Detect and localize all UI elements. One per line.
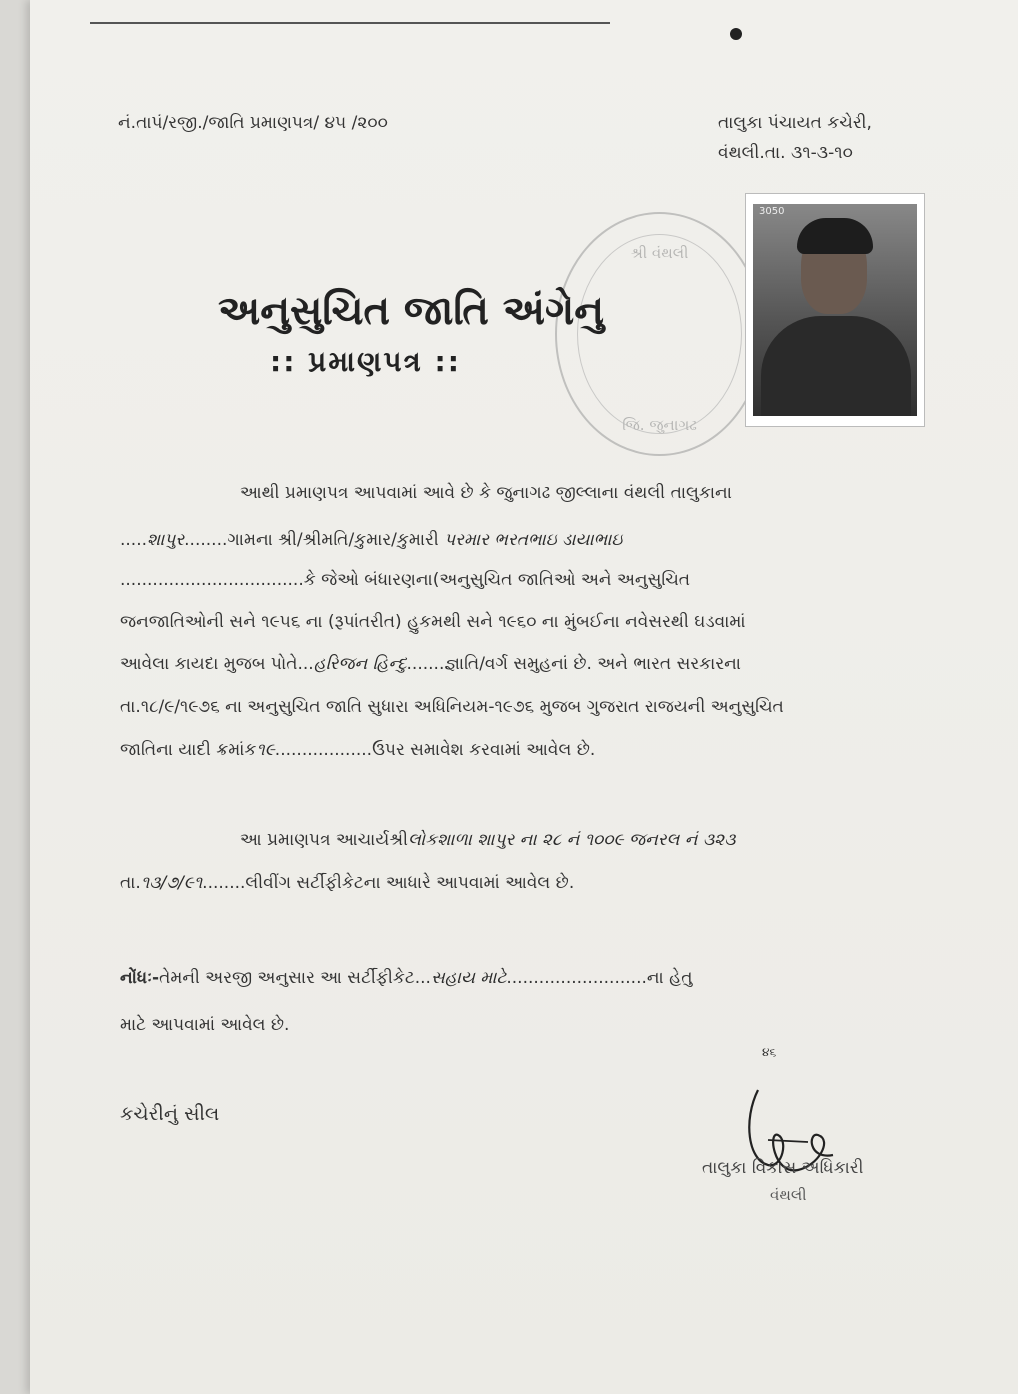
para2b-suffix: ........લીવીંગ સર્ટીફીકેટના આધારે આપવામાં આવેલ છે.	[202, 873, 575, 893]
photo-shoulders	[761, 316, 911, 416]
line7-prefix: જાતિના યાદી ક્રમાંક	[120, 740, 257, 760]
certificate-subtitle: :: પ્રમાણપત્ર ::	[270, 345, 461, 378]
village-handwritten: શાપુર	[147, 530, 185, 550]
body-line-2	[120, 530, 622, 550]
serial-handwritten: ૧૯	[256, 740, 275, 760]
photo-hair	[797, 218, 873, 254]
ink-dot	[730, 28, 742, 40]
note-suffix: ..........................ના હેતુ	[506, 968, 693, 988]
caste-handwritten: હરિજન હિન્દુ	[313, 654, 407, 674]
note-label: નોંધઃ-	[120, 968, 160, 988]
certificate-title: અનુસુચિત જાતિ અંગેનુ	[218, 288, 605, 334]
applicant-name-handwritten: પરમાર ભરતભાઇ ડાયાભાઇ	[444, 530, 623, 550]
note-text: તેમની અરજી અનુસાર આ સર્ટીફીકેટ...	[159, 968, 431, 988]
dots: .....	[120, 530, 148, 550]
office-stamp	[555, 212, 764, 456]
small-mark: ૪૬	[762, 1045, 777, 1059]
photo-frame	[745, 193, 925, 427]
para2-line-1	[240, 830, 735, 850]
certificate-page	[30, 0, 1018, 1394]
line5-prefix: આવેલા કાયદા મુજબ પોતે...	[120, 654, 314, 674]
signatory-title: તાલુકા વિકાસ અધિકારી	[702, 1158, 864, 1178]
body-line-4: જનજાતિઓની સને ૧૯૫૬ ના (રૂપાંતરીત) હુકમથી સને ૧૯૬૦ ના મુંબઈના નવેસરથી ઘડવામાં	[120, 612, 746, 632]
top-rule	[90, 22, 610, 24]
body-line-3: ..................................કે જેઓ બંધારણના(અનુસુચિત જાતિઓ અને અનુસુચિત	[120, 570, 691, 590]
note-line-1	[120, 968, 692, 988]
para2-line-2	[120, 873, 574, 893]
applicant-photo	[753, 204, 917, 416]
reference-number: નં.તાપં/રજી./જાતિ પ્રમાણપત્ર/ ૪૫ /૨૦૦	[118, 113, 388, 133]
para2b-prefix: તા.	[120, 873, 141, 893]
date-handwritten: ૧૩/૭/૯૧	[140, 873, 203, 893]
signatory-place: વંથલી	[770, 1186, 807, 1204]
stamp-text-top: શ્રી વંથલી	[630, 244, 689, 262]
photo-number: 3050	[759, 206, 785, 217]
place-date: વંથલી.તા. ૩૧-૩-૧૦	[718, 143, 853, 163]
body-line-5	[120, 654, 741, 674]
office-name: તાલુકા પંચાયત કચેરી,	[718, 113, 872, 133]
body-line-6: તા.૧૮/૯/૧૯૭૬ ના અનુસુચિત જાતિ સુધારા અધિનિયમ-૧૯૭૬ મુજબ ગુજરાત રાજયની અનુસુચિત	[120, 697, 784, 717]
line7-suffix: ..................ઉપર સમાવેશ કરવામાં આવેલ છે.	[274, 740, 596, 760]
line5-suffix: .......જ્ઞાતિ/વર્ગ સમુહનાં છે. અને ભારત સરકારના	[406, 654, 741, 674]
stamp-text-bottom: જિ. જુનાગઢ	[622, 416, 697, 434]
stamp-inner-ring	[577, 234, 742, 434]
purpose-handwritten: સહાય માટે	[430, 968, 507, 988]
para2-prefix: આ પ્રમાણપત્ર આચાર્યશ્રી	[240, 830, 408, 850]
line2-mid: ........ગામના શ્રી/શ્રીમતિ/કુમાર/કુમારી	[184, 530, 439, 550]
school-handwritten: લોકશાળા શાપુર ના ૨૮ નં ૧૦૦૯ જનરલ નં ૩૨૩	[407, 830, 736, 850]
body-line-7	[120, 740, 595, 760]
body-line-1: આથી પ્રમાણપત્ર આપવામાં આવે છે કે જુનાગઢ જીલ્લાના વંથલી તાલુકાના	[240, 483, 732, 503]
seal-label: કચેરીનું સીલ	[120, 1103, 220, 1125]
note-line-2: માટે આપવામાં આવેલ છે.	[120, 1015, 290, 1035]
